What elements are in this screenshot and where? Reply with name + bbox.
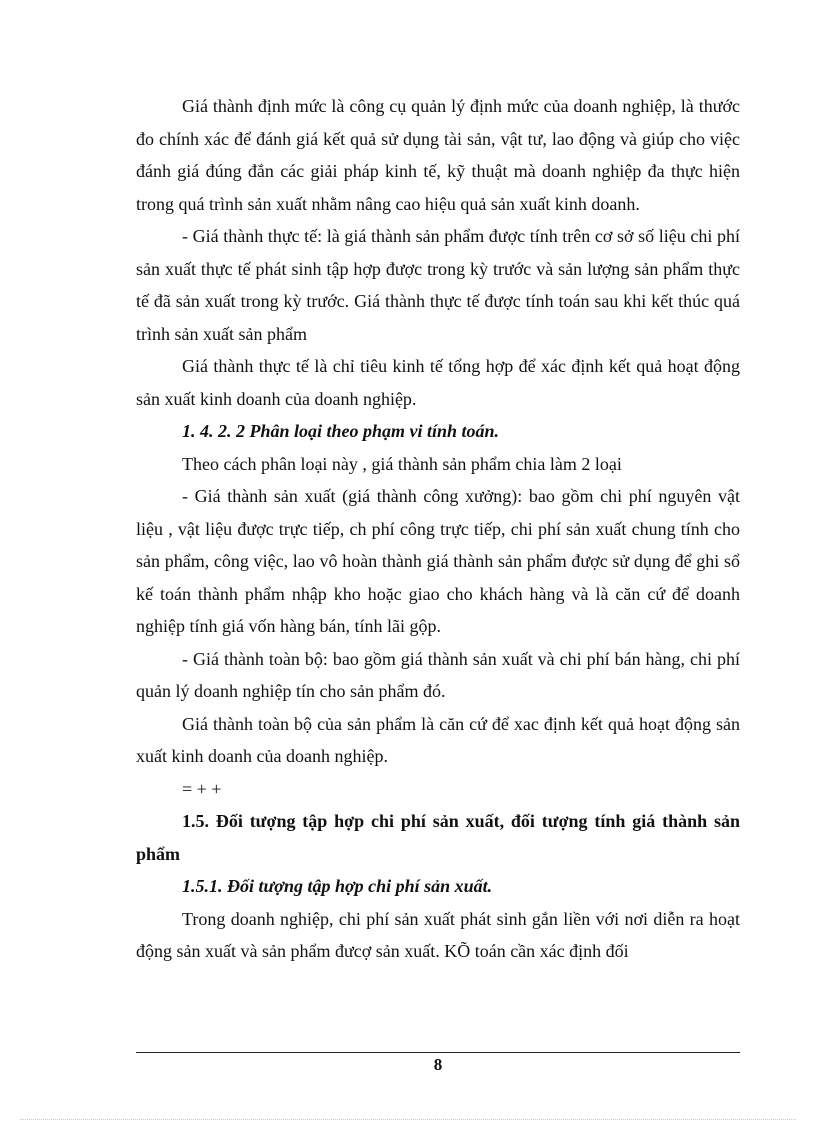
section-heading: 1.5. Đối tượng tập hợp chi phí sản xuất, đối tượng tính giá thành sản phẩm bbox=[136, 811, 740, 864]
subheading-classification-scope: 1. 4. 2. 2 Phân loại theo phạm vi tính toán. bbox=[182, 421, 500, 441]
page-number: 8 bbox=[433, 1055, 443, 1074]
paragraph-standard-cost: Giá thành định mức là công cụ quản lý định mức của doanh nghiệp, là thước đo chính xác để đánh giá kết quả sử dụng tài sản, vật tư, lao động và giúp cho việc đánh giá đúng đắn các giải pháp kinh tế, kỹ thuật mà doanh nghiệp đa thực hiện trong quá trình sản xuất nhằm nâng cao hiệu quả sản xuất kinh doanh. bbox=[136, 96, 740, 214]
formula-line: = + + bbox=[182, 778, 222, 799]
page-body bbox=[136, 90, 740, 968]
paragraph-full-cost-basis: Giá thành toàn bộ của sản phẩm là căn cứ để xac định kết quả hoạt động sản xuất kinh doanh của doanh nghiệp. bbox=[136, 713, 740, 766]
paragraph-full-cost: - Giá thành toàn bộ: bao gồm giá thành sản xuất và chi phí bán hàng, chi phí quản lý doanh nghiệp tín cho sản phẩm đó. bbox=[136, 648, 740, 701]
paragraph-actual-cost: - Giá thành thực tế: là giá thành sản phẩm được tính trên cơ sở số liệu chi phí sản xuất thực tế phát sinh tập hợp được trong kỳ trước và sản lượng sản phẩm thực tế đã sản xuất trong kỳ trước. Giá thành thực tế được tính toán sau khi kết thúc quá trình sản xuất sản phẩm bbox=[136, 226, 740, 344]
page-bottom-border bbox=[20, 1119, 796, 1120]
subsection-heading: 1.5.1. Đối tượng tập hợp chi phí sản xuất. bbox=[182, 876, 493, 896]
paragraph-production-cost: - Giá thành sản xuất (giá thành công xưởng): bao gồm chi phí nguyên vật liệu , vật liệu được trực tiếp, ch phí công trực tiếp, chi phí sản xuất chung tính cho sản phẩm, công việc, lao vô hoàn thành giá thành sản phẩm được sử dụng để ghi sổ kế toán thành phẩm nhập kho hoặc giao cho khách hàng và là căn cứ để doanh nghiệp tính giá vốn hàng bán, tính lãi gộp. bbox=[136, 486, 740, 636]
paragraph-classification-intro: Theo cách phân loại này , giá thành sản phẩm chia làm 2 loại bbox=[182, 453, 622, 474]
footer-divider bbox=[136, 1052, 740, 1053]
paragraph-actual-cost-indicator: Giá thành thực tế là chỉ tiêu kinh tế tổng hợp để xác định kết quả hoạt động sản xuất kinh doanh của doanh nghiệp. bbox=[136, 356, 740, 409]
paragraph-cost-objects: Trong doanh nghiệp, chi phí sản xuất phát sinh gắn liền với nơi diễn ra hoạt động sản xuất và sản phẩm đưcợ sản xuất. KÕ toán cần xác định đối bbox=[136, 908, 740, 961]
